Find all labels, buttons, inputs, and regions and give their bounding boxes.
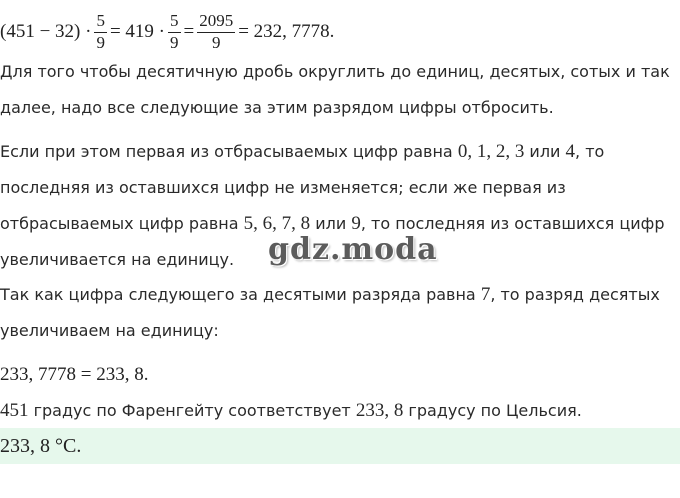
text-segment: , то разряд десятых <box>490 285 660 304</box>
text-segment: или <box>524 142 566 161</box>
math-digit: 4 <box>565 141 576 162</box>
text-segment: , то <box>575 142 605 161</box>
fraction-numerator: 5 <box>168 12 181 33</box>
math-digits: 0, 1, 2, 3 <box>457 141 525 162</box>
conclusion-paragraph <box>0 393 676 429</box>
fraction-five-ninths <box>94 12 107 52</box>
tenths-digit-paragraph <box>0 277 676 349</box>
formula-result: = 232, 7778. <box>238 21 335 42</box>
formula-middle: = 419 · <box>109 21 165 42</box>
formula-equals: = <box>183 21 195 42</box>
text-line: последняя из оставшихся цифр не изменяется; если же первая из <box>0 178 566 197</box>
text-segment: Так как цифра следующего за десятыми разряда равна <box>0 285 481 304</box>
fraction-denominator: 9 <box>211 32 221 52</box>
fraction-five-ninths-second <box>168 12 181 52</box>
text-line: увеличивается на единицу. <box>0 250 235 269</box>
text-segment: Если при этом первая из отбрасываемых цифр равна <box>0 142 458 161</box>
fraction-numerator: 2095 <box>197 12 235 33</box>
text-line: увеличиваем на единицу: <box>0 321 219 340</box>
fraction-numerator: 5 <box>94 12 107 33</box>
math-digit: 9 <box>351 213 361 234</box>
text-segment: отбрасываемых цифр равна <box>0 214 244 233</box>
math-number: 451 <box>0 400 29 421</box>
fraction-2095-ninths <box>197 12 235 52</box>
answer-box <box>0 428 680 464</box>
final-answer: 233, 8 °C. <box>0 434 82 457</box>
math-digit: 7 <box>480 284 491 305</box>
text-line <box>0 134 676 170</box>
math-number: 233, 8 <box>355 400 404 421</box>
text-segment: , то последняя из оставшихся цифр <box>360 214 665 233</box>
text-segment: градус по Фаренгейту соответствует <box>28 401 356 420</box>
conversion-formula <box>0 4 334 60</box>
fraction-denominator: 9 <box>96 32 105 52</box>
text-segment: градусу по Цельсия. <box>403 401 582 420</box>
rounding-result-formula: 233, 7778 = 233, 8. <box>0 364 149 385</box>
text-line: далее, надо все следующие за этим разрядом цифры отбросить. <box>0 98 554 117</box>
math-digits: 5, 6, 7, 8 <box>243 213 311 234</box>
watermark-logo: gdz.moda <box>268 232 438 267</box>
fraction-denominator: 9 <box>170 32 179 52</box>
text-line: Для того чтобы десятичную дробь округлить до единиц, десятых, сотых и так <box>0 62 670 81</box>
text-line <box>0 393 676 429</box>
text-line <box>0 277 676 313</box>
rounding-rule-paragraph <box>0 54 676 126</box>
formula-prefix: (451 − 32) · <box>0 21 92 42</box>
text-segment: или <box>310 214 352 233</box>
